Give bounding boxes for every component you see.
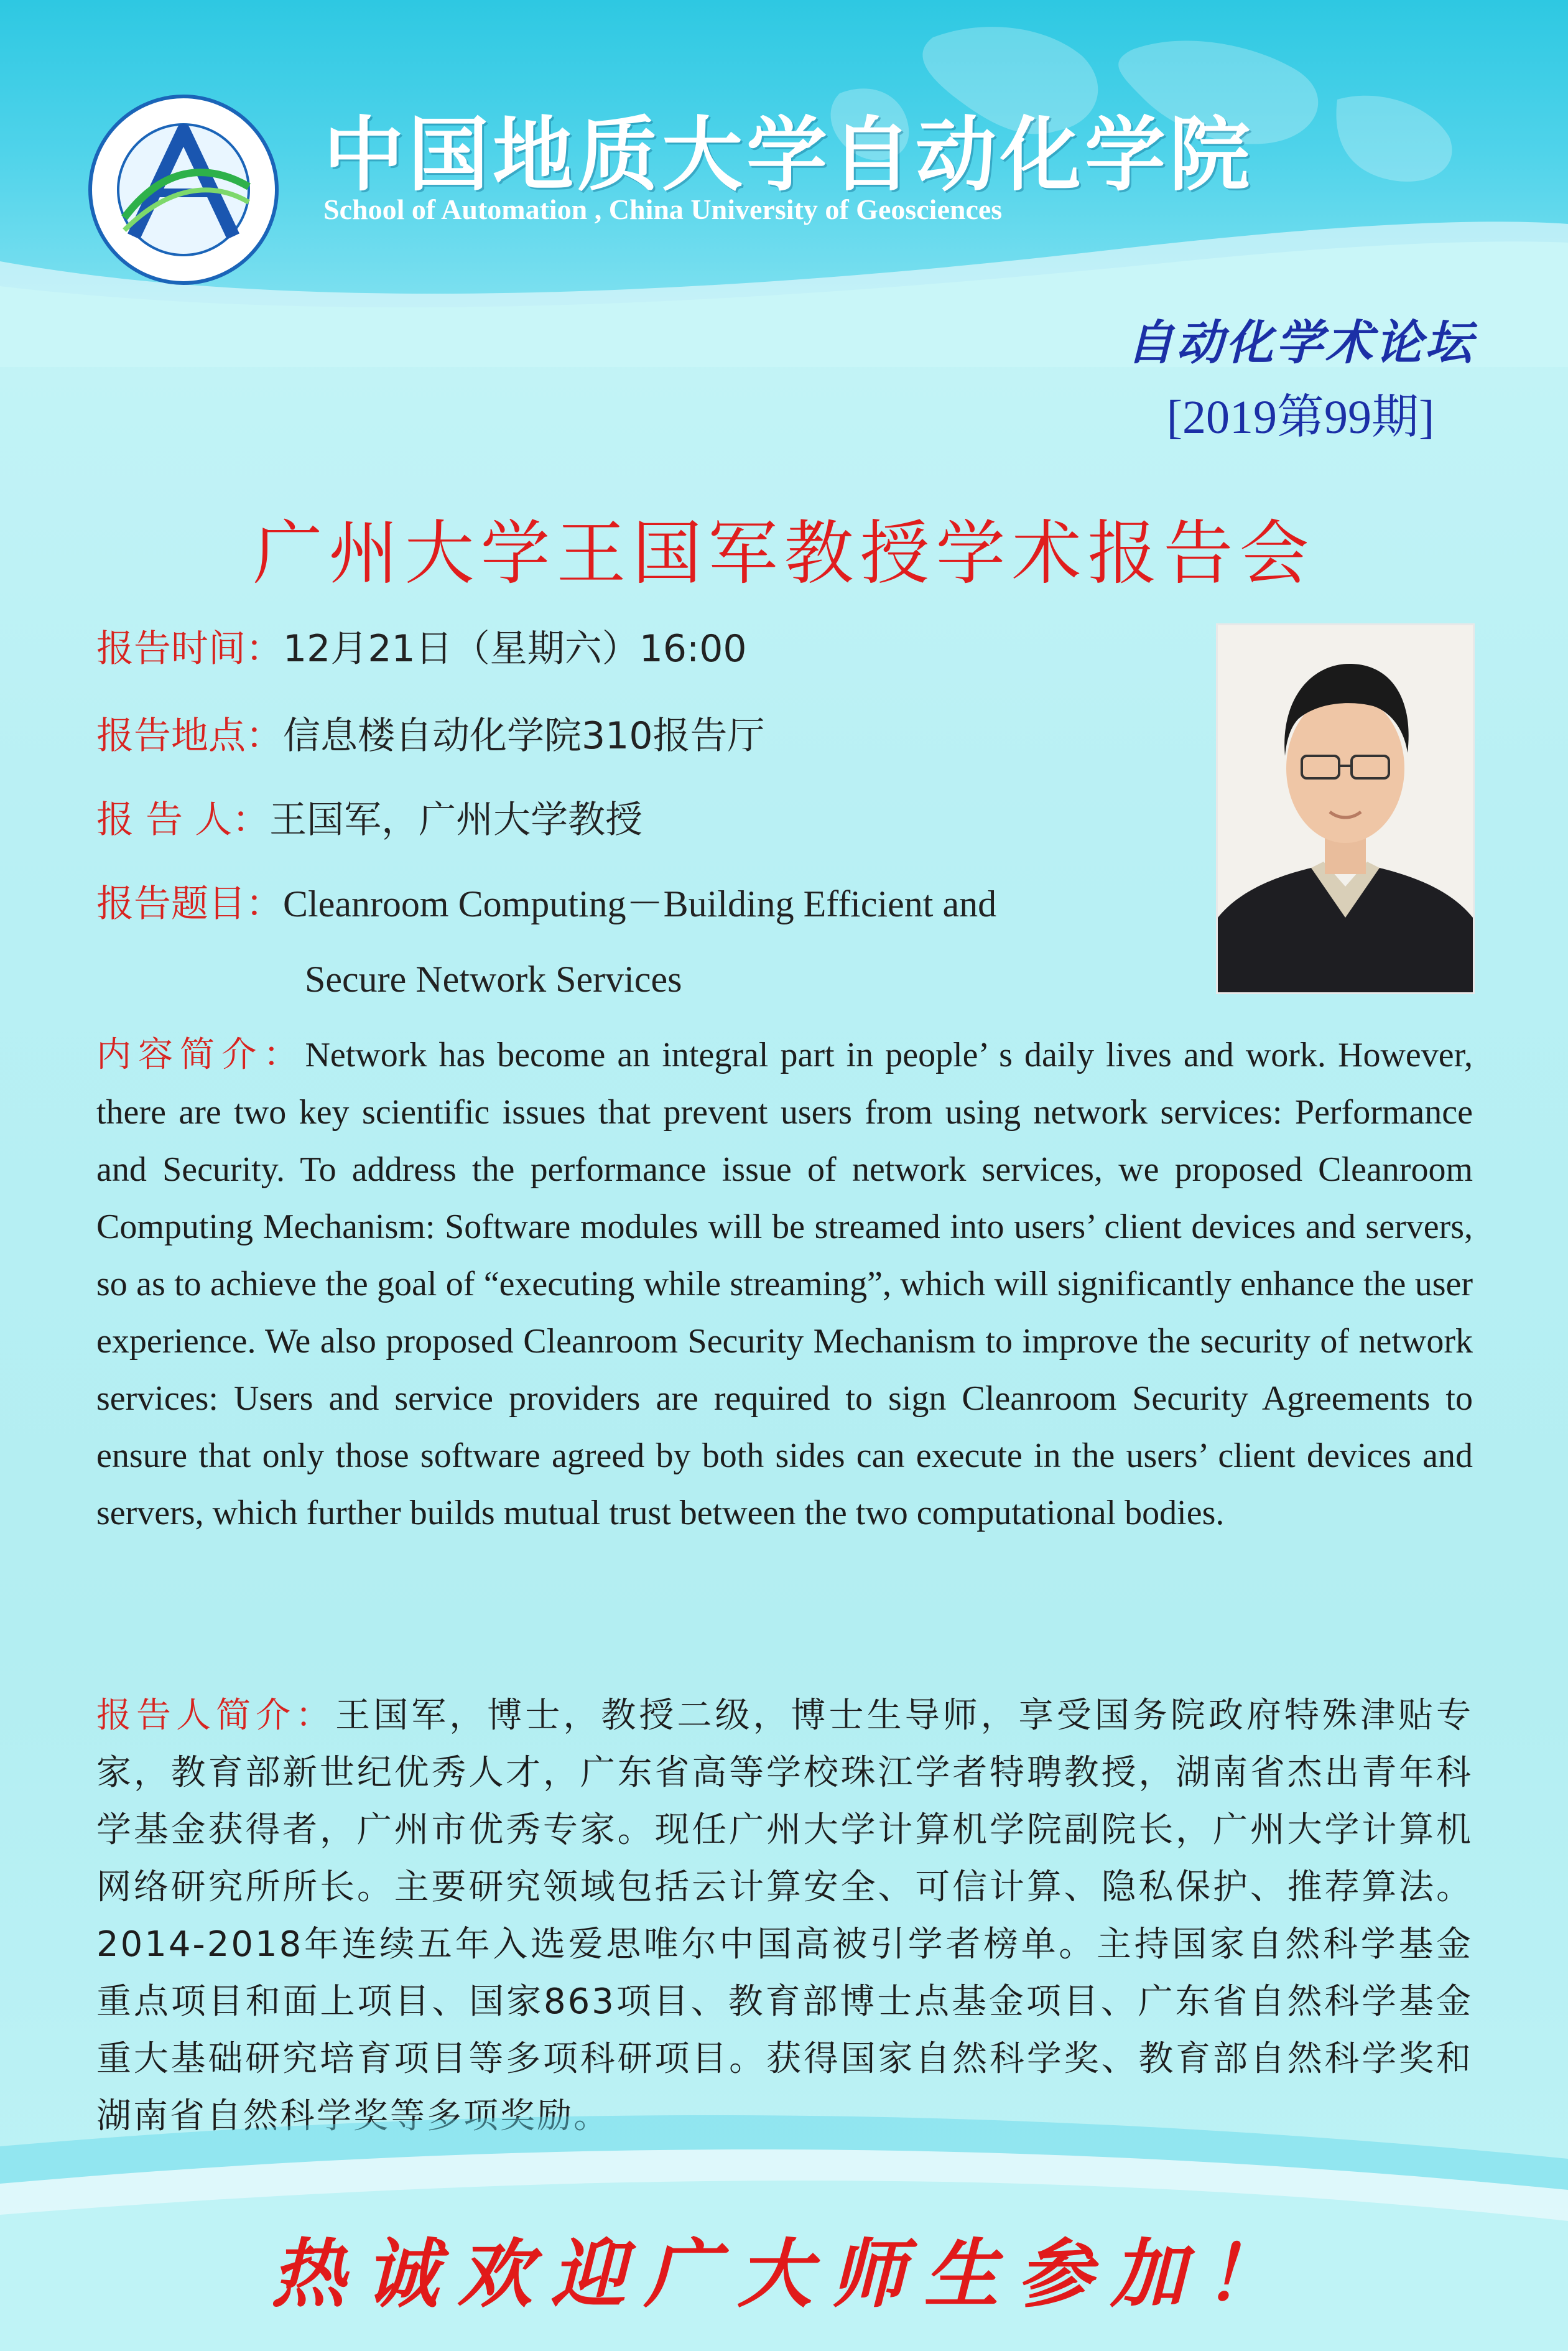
info-topic: [96, 874, 996, 928]
topic-value-line1: Cleanroom Computing－Building Efficient and: [283, 883, 997, 924]
speaker-value: 王国军，广州大学教授: [269, 798, 643, 842]
bio-text: 王国军，博士，教授二级，博士生导师，享受国务院政府特殊津贴专家，教育部新世纪优秀人才，广东省高等学校珠江学者特聘教授，湖南省杰出青年科学基金获得者，广州市优秀专家。现任广州大学计算机学院副院长，广州大学计算机网络研究所所长。主要研究领域包括云计算安全、可信计算、隐私保护、推荐算法。2014-2018年连续五年入选爱思唯尔中国高被引学者榜单。主持国家自然科学基金重点项目和面上项目、国家863项目、教育部博士点基金项目、广东省自然科学基金重大基础研究培育项目等多项科研项目。获得国家自然科学奖、教育部自然科学奖和湖南省自然科学奖等多项奖励。: [96, 1695, 1473, 2136]
place-label: 报告地点：: [96, 714, 283, 758]
speaker-label: 报 告 人：: [96, 798, 270, 842]
abstract-label: 内容简介：: [96, 1035, 305, 1075]
info-place: [96, 706, 765, 760]
university-logo: [87, 93, 280, 286]
forum-name: 自动化学术论坛: [1126, 315, 1475, 370]
topic-value-line2: Secure Network Services: [305, 959, 682, 1000]
info-speaker: [96, 790, 643, 844]
speaker-photo: [1218, 625, 1473, 992]
school-name-english: School of Automation , China University of Geosciences: [323, 193, 1003, 225]
forum-issue: [2019第99期]: [1166, 391, 1435, 444]
report-title: 广州大学王国军教授学术报告会: [253, 513, 1315, 594]
info-time: [96, 619, 747, 673]
place-value: 信息楼自动化学院310报告厅: [283, 714, 765, 758]
school-name-chinese: 中国地质大学自动化学院: [323, 107, 1255, 202]
topic-label: 报告题目：: [96, 882, 283, 926]
bio-label: 报告人简介：: [96, 1695, 336, 1736]
forum-block: [1126, 305, 1475, 447]
abstract-paragraph: [96, 1027, 1473, 1542]
info-topic-continued: [305, 958, 682, 1001]
time-label: 报告时间：: [96, 627, 283, 671]
time-value: 12月21日（星期六）16:00: [283, 627, 747, 671]
welcome-slogan: 热诚欢迎广大师生参加！: [271, 2230, 1297, 2318]
abstract-text: Network has become an integral part in people’ s daily lives and work. However, there are two key scientific issues that prevent users from using network services: Performance and Security. To address the performance issue of network services, we proposed Cleanroom Computing Mechanism: Software modules will be streamed into users’ client devices and servers, so as to achieve the goal of “executing while streaming”, which will significantly enhance the user experience. We also proposed Cleanroom Security Mechanism to improve the security of network services: Users and service providers are required to sign Cleanroom Security Agreements to ensure that only those software agreed by both sides can execute in the users’ client devices and servers, which further builds mutual trust between the two computational bodies.: [96, 1036, 1473, 1532]
